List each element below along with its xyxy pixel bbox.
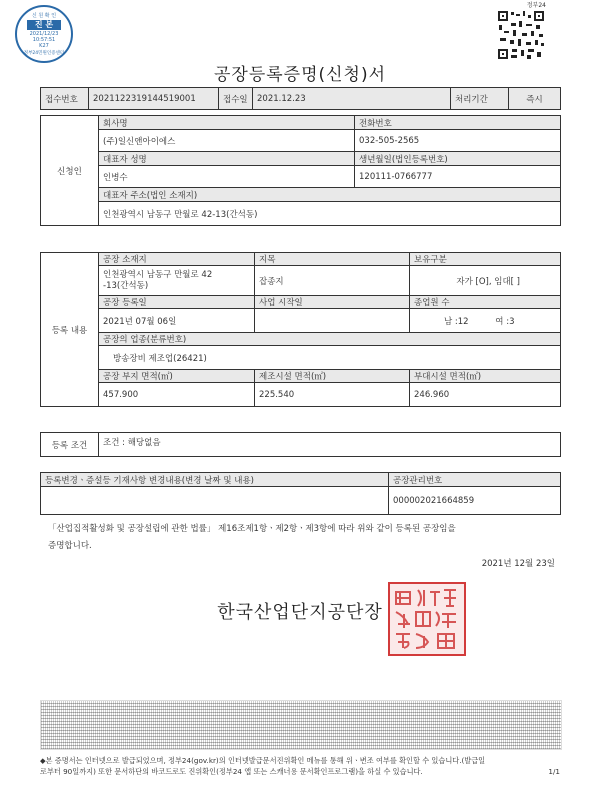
address-value: 인천광역시 남동구 만월로 42-13(간석동) [99, 202, 561, 226]
receipt-header-table [40, 87, 561, 110]
ownership-value: 자가 [O], 임대[ ] [410, 266, 561, 296]
certification-text [48, 521, 558, 555]
qr-code-block [496, 0, 546, 62]
corner-label: 정부24 [526, 2, 546, 9]
stamp-top-text: 신 원 확 인 [31, 13, 57, 19]
company-name-label: 회사명 [99, 116, 355, 130]
registration-date-label: 공장 등록일 [99, 296, 255, 309]
stamp-date: 2021/12/23 [29, 31, 59, 37]
authenticity-stamp [15, 5, 73, 63]
employees-value [410, 309, 561, 333]
processing-period-label: 처리기간 [451, 88, 509, 110]
condition-table [40, 432, 561, 457]
employees-female: 여 :3 [495, 316, 515, 327]
management-no-label: 공장관리번호 [389, 473, 561, 487]
management-no-value: 000002021664859 [389, 487, 561, 515]
company-name-value: (주)일신앤아이에스 [99, 130, 355, 152]
registration-table [40, 252, 561, 407]
site-area-label: 공장 부지 면적(㎡) [99, 370, 255, 383]
phone-value: 032-505-2565 [355, 130, 561, 152]
stamp-bottom-text: 정부24민원인증센터 [23, 51, 65, 56]
industry-value: 방송장비 제조업(26421) [99, 346, 561, 370]
stamp-main-text: 진 본 [27, 20, 61, 30]
stamp-code: K27 [39, 43, 49, 49]
footer-notice [40, 755, 560, 777]
employees-male: 남 :12 [444, 316, 469, 327]
mfg-area-value: 225.540 [255, 383, 410, 407]
processing-period-value: 즉시 [509, 88, 561, 110]
receipt-date-value: 2021.12.23 [253, 88, 451, 110]
condition-section-label: 등록 조건 [41, 433, 99, 457]
certification-date: 2021년 12월 23일 [481, 559, 555, 569]
document-barcode-band [40, 700, 562, 750]
receipt-no-label: 접수번호 [41, 88, 89, 110]
employees-label: 종업원 수 [410, 296, 561, 309]
changes-label: 등록변경ㆍ증설등 기재사항 변경내용(변경 날짜 및 내용) [41, 473, 389, 487]
changes-value [41, 487, 389, 515]
applicant-table [40, 115, 561, 226]
registration-date-value: 2021년 07월 06일 [99, 309, 255, 333]
mfg-area-label: 제조시설 면적(㎡) [255, 370, 410, 383]
birth-value: 120111-0766777 [355, 166, 561, 188]
ownership-label: 보유구분 [410, 253, 561, 266]
certification-line1: 「산업집적활성화 및 공장설립에 관한 법률」 제16조제1항ㆍ제2항ㆍ제3항에 따라 위와 같이 등록된 공장임을 [48, 524, 456, 534]
industry-label: 공장의 업종(분류번호) [99, 333, 561, 346]
land-category-value: 잡종지 [255, 266, 410, 296]
business-start-value [255, 309, 410, 333]
representative-label: 대표자 성명 [99, 152, 355, 166]
receipt-no-value: 20211223191445190​01 [89, 88, 219, 110]
applicant-section-label: 신청인 [41, 116, 99, 226]
footer-line2-text: 로부터 90일까지) 또한 문서하단의 바코드로도 진위확인(정부24 앱 또는 스캐너용 문서확인프로그램)을 하실 수 있습니다. [40, 767, 423, 776]
qr-code-icon [496, 9, 546, 61]
birth-label: 생년월일(법인등록번호) [355, 152, 561, 166]
factory-location-label: 공장 소재지 [99, 253, 255, 266]
factory-location-line1: 인천광역시 남동구 만월로 42 [103, 269, 213, 280]
certification-line2: 증명합니다. [48, 541, 92, 551]
factory-location-value [99, 266, 255, 296]
aux-area-label: 부대시설 면적(㎡) [410, 370, 561, 383]
representative-value: 인병수 [99, 166, 355, 188]
phone-label: 전화번호 [355, 116, 561, 130]
footer-line2 [40, 766, 560, 777]
stamp-time: 10:57:51 [32, 37, 56, 43]
receipt-date-label: 접수일 [219, 88, 253, 110]
site-area-value: 457.900 [99, 383, 255, 407]
footer-line1: ◆본 증명서는 인터넷으로 발급되었으며, 정부24(gov.kr)의 인터넷발급문서진위확인 메뉴를 통해 위ㆍ변조 여부를 확인할 수 있습니다.(발급일 [40, 756, 486, 765]
factory-location-line2: -13(간석동) [103, 280, 149, 291]
land-category-label: 지목 [255, 253, 410, 266]
address-label: 대표자 주소(법인 소재지) [99, 188, 561, 202]
footer-page: 1/1 [548, 767, 560, 776]
aux-area-value: 246.960 [410, 383, 561, 407]
changes-table [40, 472, 561, 515]
page-title: 공장등록증명(신청)서 [213, 65, 387, 85]
condition-value: 조건 : 해당없음 [99, 433, 561, 457]
registration-section-label: 등록 내용 [41, 253, 99, 407]
business-start-label: 사업 시작일 [255, 296, 410, 309]
issuer-name: 한국산업단지공단장 [217, 602, 383, 623]
